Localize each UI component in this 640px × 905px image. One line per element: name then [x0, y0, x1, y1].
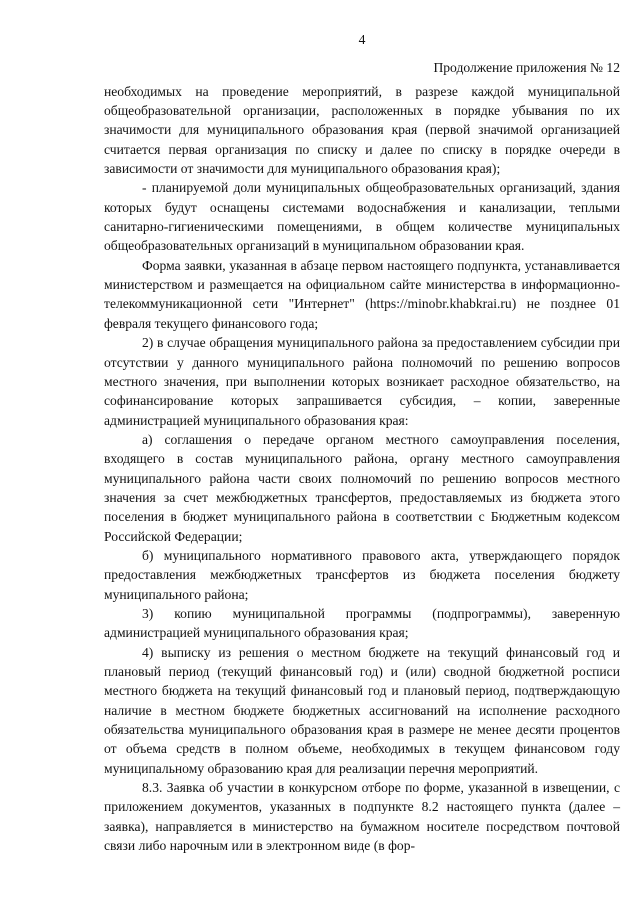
paragraph: б) муниципального нормативного правового акта, утверждающего порядок предоставления межбюджетных трансфертов из бюджета поселения бюджету муниципального района;	[104, 547, 620, 602]
paragraph: Форма заявки, указанная в абзаце первом настоящего подпункта, устанавливается министерством и размещается на официальном сайте министерства в информационно-телекоммуникационной сети "Интернет" (https://minobr.khabkrai.ru) не позднее 01 февраля текущего финансового года;	[104, 257, 620, 331]
paragraph: необходимых на проведение мероприятий, в разрезе каждой муниципальной общеобразовательной организации, расположенных в порядке убывания по их значимости для муниципального образования края (первой значимой организацией считается первая организация по списку и далее по списку в порядке очереди в зависимости от значимости для муниципального образования края);	[104, 83, 620, 177]
appendix-continuation-note: Продолжение приложения № 12	[433, 60, 620, 76]
paragraph: а) соглашения о передаче органом местного самоуправления поселения, входящего в состав муниципального района, органу местного самоуправления муниципального района части своих полномочий по решению вопросов местного значения за счет межбюджетных трансфертов, предоставляемых из бюджета этого поселения в бюджет муниципального района в соответствии с Бюджетным кодексом Российской Федерации;	[104, 431, 620, 544]
page-number: 4	[358, 32, 366, 47]
paragraph: 3) копию муниципальной программы (подпрограммы), заверенную администрацией муниципального образования края;	[104, 605, 620, 641]
paragraph: - планируемой доли муниципальных общеобразовательных организаций, здания которых будут оснащены системами водоснабжения и канализации, теплыми санитарно-гигиеническими помещениями, в общем количестве муниципальных общеобразовательных организаций в муниципальном образовании края.	[104, 180, 620, 254]
paragraph: 4) выписку из решения о местном бюджете на текущий финансовый год и плановый период (текущий финансовый год) и (или) сводной бюджетной росписи местного бюджета на текущий финансовый год и плановый период, подтверждающую наличие в местном бюджете бюджетных ассигнований на исполнение расходного обязательства муниципального образования края в размере не менее десяти процентов от объема средств в полном объеме, необходимых в текущем финансовом году муниципальному образованию края для реализации перечня мероприятий.	[104, 644, 620, 776]
paragraph: 2) в случае обращения муниципального района за предоставлением субсидии при отсутствии у данного муниципального района полномочий по решению вопросов местного значения, при выполнении которых возникает расходное обязательство, на софинансирование которых запрашивается субсидия, – копии, заверенные администрацией муниципального образования края:	[104, 335, 620, 428]
paragraph: 8.3. Заявка об участии в конкурсном отборе по форме, указанной в извещении, с приложением документов, указанных в подпункте 8.2 настоящего пункта (далее – заявка), направляется в министерство на бумажном носителе посредством почтовой связи либо нарочным или в электронном виде (в фор-	[104, 780, 620, 854]
document-body	[104, 82, 620, 856]
